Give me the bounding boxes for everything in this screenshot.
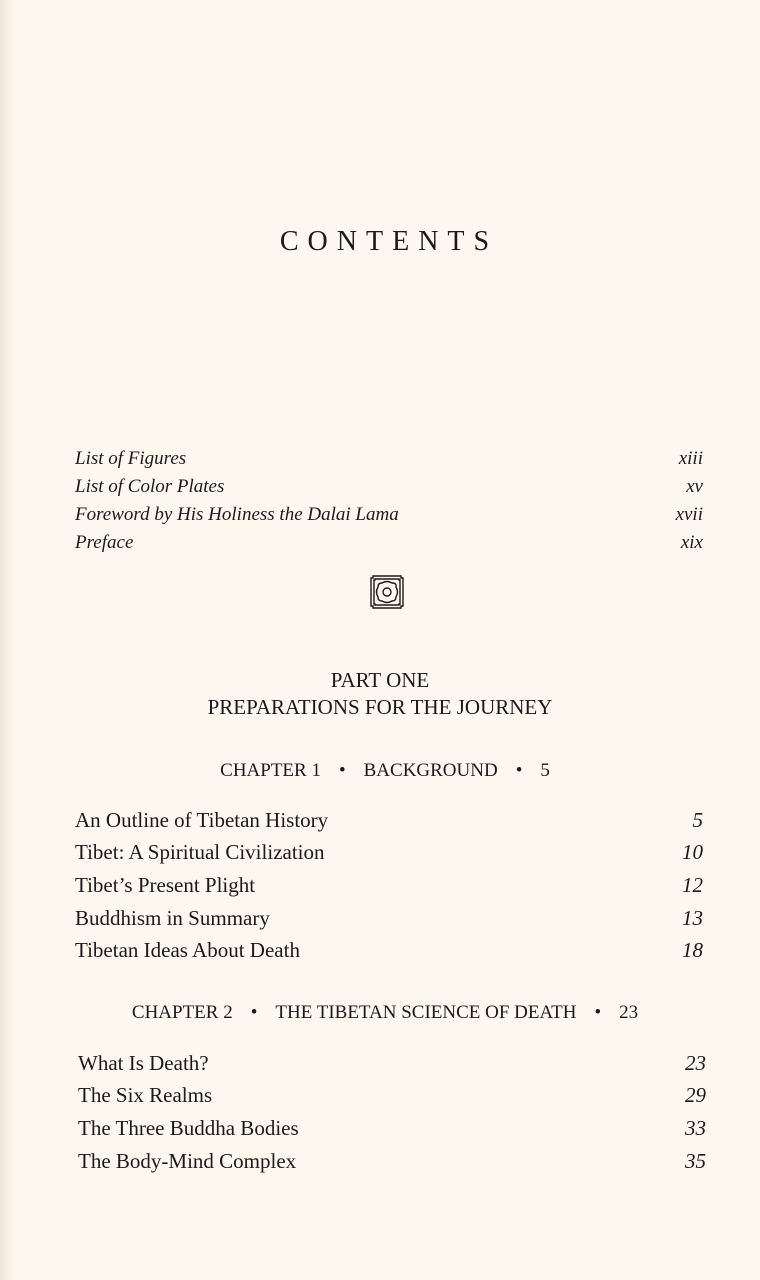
entry-page: 13 — [682, 905, 703, 930]
page-edge-shadow — [0, 0, 14, 1280]
toc-front-matter-entry — [75, 473, 703, 501]
bullet-separator: • — [515, 760, 523, 781]
entry-label: The Six Realms — [78, 1083, 213, 1108]
toc-entry — [75, 902, 703, 934]
entry-label: Tibet: A Spiritual Civilization — [75, 840, 325, 865]
entry-page: xvii — [675, 504, 703, 525]
chapter-page: 23 — [619, 1002, 639, 1023]
entry-label: List of Color Plates — [75, 476, 225, 497]
toc-entry — [75, 837, 703, 869]
toc-front-matter-entry — [75, 445, 703, 473]
entry-page: 29 — [685, 1083, 706, 1108]
chapter-page: 5 — [540, 760, 550, 781]
bullet-separator: • — [250, 1002, 258, 1023]
entry-page: xix — [680, 532, 703, 553]
entry-page: 5 — [692, 807, 703, 832]
entry-label: Tibet’s Present Plight — [75, 872, 256, 897]
entry-page: xv — [686, 476, 703, 497]
toc-entry — [78, 1080, 706, 1112]
entry-page: 23 — [685, 1050, 706, 1075]
entry-label: Preface — [75, 532, 134, 553]
toc-entry — [75, 869, 703, 901]
entry-label: What Is Death? — [78, 1050, 209, 1075]
entry-page: 12 — [682, 872, 703, 897]
toc-entry — [75, 935, 703, 967]
chapter-number: CHAPTER 2 — [131, 1002, 233, 1023]
entry-page: 33 — [685, 1115, 706, 1140]
square-knot-ornament-icon — [368, 573, 406, 611]
toc-front-matter-entry — [75, 529, 703, 557]
entry-label: List of Figures — [75, 448, 187, 469]
page-title: CONTENTS — [279, 226, 499, 257]
entry-page: 10 — [682, 840, 703, 865]
chapter-title: THE TIBETAN SCIENCE OF DEATH — [275, 1002, 577, 1023]
toc-entry — [78, 1047, 706, 1079]
entry-label: Tibetan Ideas About Death — [75, 938, 300, 963]
toc-entry — [75, 804, 703, 836]
entry-label: The Three Buddha Bodies — [78, 1115, 299, 1140]
entry-label: Foreword by His Holiness the Dalai Lama — [75, 504, 399, 525]
part-number: PART ONE — [330, 668, 430, 692]
entry-label: An Outline of Tibetan History — [75, 807, 329, 832]
entry-page: 18 — [682, 938, 703, 963]
chapter-heading — [0, 1002, 760, 1024]
entry-label: Buddhism in Summary — [75, 905, 270, 930]
toc-front-matter-entry — [75, 501, 703, 529]
entry-label: The Body-Mind Complex — [78, 1148, 297, 1173]
chapter-heading — [0, 760, 760, 782]
entry-page: xiii — [678, 448, 703, 469]
chapter-number: CHAPTER 1 — [220, 760, 321, 781]
chapter-title: BACKGROUND — [363, 760, 498, 781]
toc-entry — [78, 1145, 706, 1177]
bullet-separator: • — [594, 1002, 602, 1023]
part-title: PREPARATIONS FOR THE JOURNEY — [207, 695, 553, 719]
bullet-separator: • — [338, 760, 346, 781]
entry-page: 35 — [685, 1148, 706, 1173]
toc-entry — [78, 1112, 706, 1144]
